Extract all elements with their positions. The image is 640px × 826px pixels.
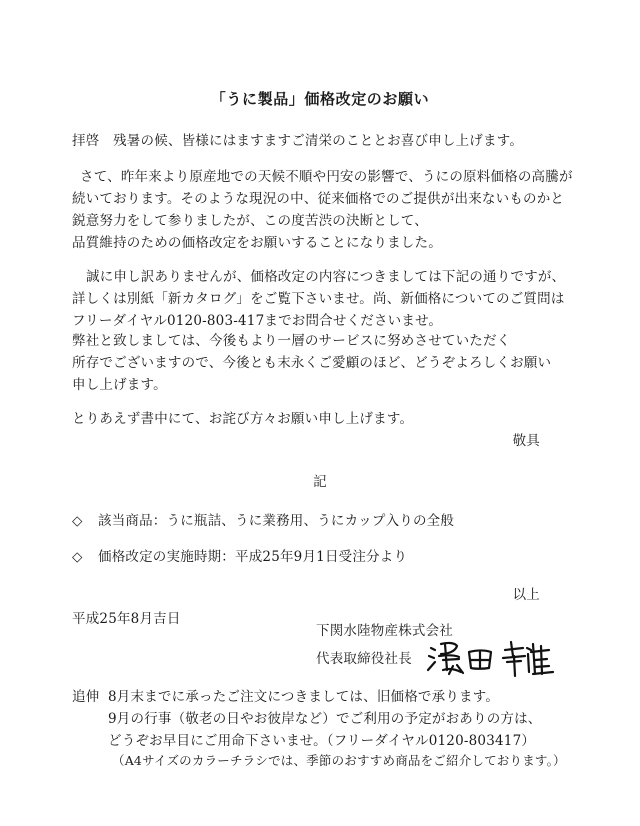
company-name: 下関水陸物産株式会社 xyxy=(316,623,453,639)
para1-line-1: さて、昨年来より原産地での天候不順や円安の影響で、うにの原料価格の高騰が xyxy=(80,169,573,185)
postscript-line-3: どうぞお早目にご用命下さいませ。（フリーダイヤル0120-803417） xyxy=(108,733,536,749)
item-1 xyxy=(72,512,454,530)
para3-line-1: 弊社と致しましては、今後もより一層のサービスに努めさせていただく xyxy=(72,333,511,349)
para1-line-3: 鋭意努力をして参りましたが、この度苦渋の決断として、 xyxy=(72,213,428,229)
item-2 xyxy=(72,548,407,566)
representative-title: 代表取締役社長 xyxy=(316,651,412,667)
greeting: 拝啓 残暑の候、皆様にはますますご清栄のこととお喜び申し上げます。 xyxy=(72,133,524,149)
date: 平成25年8月吉日 xyxy=(72,611,181,627)
para3-line-3: 申し上げます。 xyxy=(72,377,167,393)
letter-title: 「うに製品」価格改定のお願い xyxy=(210,90,430,108)
signature-image xyxy=(425,636,560,678)
ki-heading: 記 xyxy=(313,474,327,490)
postscript-line-4: （A4サイズのカラーチラシでは、季節のおすすめ商品をご紹介しております。） xyxy=(112,753,566,768)
para2-line-2: 詳しくは別紙「新カタログ」をご覧下さいませ。尚、新価格についてのご質問は xyxy=(72,291,565,307)
closing-line: とりあえず書中にて、お詫び方々お願い申し上げます。 xyxy=(72,411,414,427)
para1-line-4: 品質維持のための価格改定をお願いすることになりました。 xyxy=(72,235,442,251)
postscript-label: 追伸 xyxy=(72,689,100,705)
diamond-bullet-icon: ◇ xyxy=(72,513,83,529)
para2-line-3: フリーダイヤル0120-803-417までお問合せくださいませ。 xyxy=(72,313,443,329)
postscript-line-1: 8月末までに承ったご注文につきましては、旧価格で承ります。 xyxy=(108,689,500,705)
keigu: 敬具 xyxy=(512,433,540,449)
postscript-line-2: 9月の行事（敬老の日やお彼岸など）でご利用の予定がおありの方は、 xyxy=(108,711,542,727)
ijou: 以上 xyxy=(512,587,540,603)
item-2-text: 価格改定の実施時期：平成25年9月1日受注分より xyxy=(98,549,408,565)
para1-line-2: 続いております。そのような現況の中、従来価格でのご提供が出来ないものかと xyxy=(72,191,565,207)
para3-line-2: 所存でございますので、今後とも末永くご愛顧のほど、どうぞよろしくお願い xyxy=(72,355,552,371)
diamond-bullet-icon: ◇ xyxy=(72,549,83,565)
item-1-text: 該当商品：うに瓶詰、うに業務用、うにカップ入りの全般 xyxy=(98,513,455,529)
para2-line-1: 誠に申し訳ありませんが、価格改定の内容につきましては下記の通りですが、 xyxy=(86,269,566,285)
